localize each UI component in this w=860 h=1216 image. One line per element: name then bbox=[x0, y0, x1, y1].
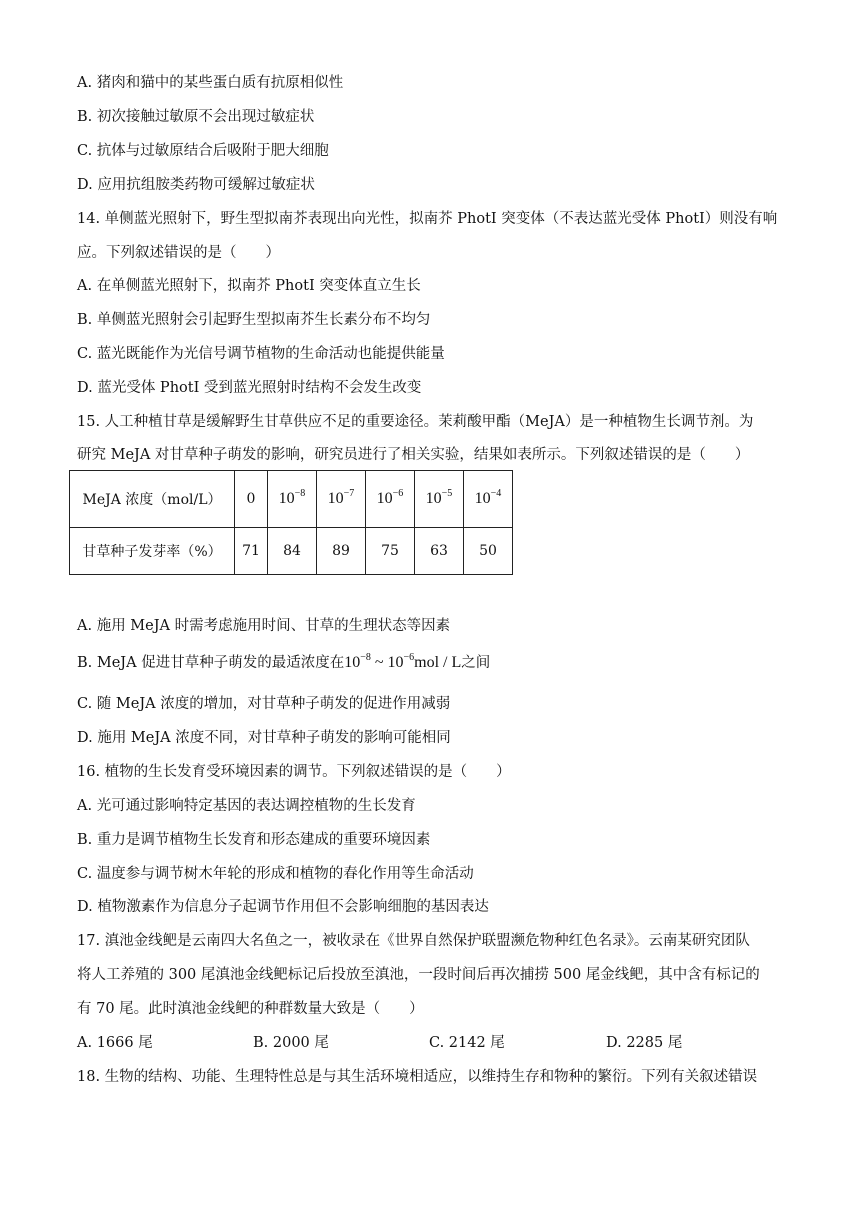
table-cell-rate: 63 bbox=[415, 528, 464, 575]
table-cell-concentration: $10^{-4}$ bbox=[464, 471, 513, 528]
q13-option-a: A. 猪肉和猫中的某些蛋白质有抗原相似性 bbox=[77, 75, 344, 91]
q15-stem-line1: 15. 人工种植甘草是缓解野生甘草供应不足的重要途径。茉莉酸甲酯（MeJA）是一种植物生长调节剂。为 bbox=[77, 414, 754, 430]
table-row-germination-rate bbox=[70, 528, 513, 575]
table-header-concentration: MeJA 浓度（mol/L） bbox=[70, 471, 235, 528]
q14-option-a: A. 在单侧蓝光照射下，拟南芥 PhotI 突变体直立生长 bbox=[77, 278, 421, 294]
q14-stem-line2: 应。下列叙述错误的是（ ） bbox=[77, 245, 280, 261]
q15-option-d: D. 施用 MeJA 浓度不同，对甘草种子萌发的影响可能相同 bbox=[77, 730, 451, 746]
q15-option-a: A. 施用 MeJA 时需考虑施用时间、甘草的生理状态等因素 bbox=[77, 618, 451, 634]
q17-option-a: A. 1666 尾 bbox=[77, 1035, 153, 1051]
q13-option-c: C. 抗体与过敏原结合后吸附于肥大细胞 bbox=[77, 143, 329, 159]
table-cell-rate: 71 bbox=[235, 528, 268, 575]
q14-option-c: C. 蓝光既能作为光信号调节植物的生命活动也能提供能量 bbox=[77, 346, 445, 362]
table-row-concentration bbox=[70, 471, 513, 528]
q17-option-b: B. 2000 尾 bbox=[253, 1035, 329, 1051]
table-cell-concentration: $10^{-7}$ bbox=[317, 471, 366, 528]
q17-stem-line1: 17. 滇池金线鲃是云南四大名鱼之一，被收录在《世界自然保护联盟濒危物种红色名录》。云南某研究团队 bbox=[77, 933, 750, 949]
q16-option-a: A. 光可通过影响特定基因的表达调控植物的生长发育 bbox=[77, 798, 416, 814]
q14-option-b: B. 单侧蓝光照射会引起野生型拟南芥生长素分布不均匀 bbox=[77, 312, 431, 328]
q15-option-b: B. MeJA 促进甘草种子萌发的最适浓度在$10^{-8}$ ~ $10^{-6}mol$ / L之间 bbox=[77, 652, 491, 671]
table-cell-rate: 75 bbox=[366, 528, 415, 575]
q13-option-d: D. 应用抗组胺类药物可缓解过敏症状 bbox=[77, 177, 315, 193]
q16-option-d: D. 植物激素作为信息分子起调节作用但不会影响细胞的基因表达 bbox=[77, 899, 489, 915]
q17-option-d: D. 2285 尾 bbox=[606, 1035, 683, 1051]
q14-option-d: D. 蓝光受体 PhotI 受到蓝光照射时结构不会发生改变 bbox=[77, 380, 422, 396]
q15-option-c: C. 随 MeJA 浓度的增加，对甘草种子萌发的促进作用减弱 bbox=[77, 696, 451, 712]
q13-option-b: B. 初次接触过敏原不会出现过敏症状 bbox=[77, 109, 315, 125]
q18-stem-line1: 18. 生物的结构、功能、生理特性总是与其生活环境相适应，以维持生存和物种的繁衍。下列有关叙述错误 bbox=[77, 1069, 758, 1085]
table-cell-concentration: 0 bbox=[235, 471, 268, 528]
q15-stem-line2: 研究 MeJA 对甘草种子萌发的影响，研究员进行了相关实验，结果如表所示。下列叙述错误的是（ ） bbox=[77, 447, 750, 463]
q16-option-b: B. 重力是调节植物生长发育和形态建成的重要环境因素 bbox=[77, 832, 431, 848]
q17-stem-line2: 将人工养殖的 300 尾滇池金线鲃标记后投放至滇池，一段时间后再次捕捞 500 尾金线鲃，其中含有标记的 bbox=[77, 967, 760, 983]
q15-data-table bbox=[69, 470, 513, 575]
q16-stem: 16. 植物的生长发育受环境因素的调节。下列叙述错误的是（ ） bbox=[77, 764, 511, 780]
table-header-germination-rate: 甘草种子发芽率（%） bbox=[70, 528, 235, 575]
q17-option-c: C. 2142 尾 bbox=[429, 1035, 505, 1051]
table-cell-concentration: $10^{-5}$ bbox=[415, 471, 464, 528]
q16-option-c: C. 温度参与调节树木年轮的形成和植物的春化作用等生命活动 bbox=[77, 866, 474, 882]
table-cell-concentration: $10^{-6}$ bbox=[366, 471, 415, 528]
q17-stem-line3: 有 70 尾。此时滇池金线鲃的种群数量大致是（ ） bbox=[77, 1001, 424, 1017]
table-cell-rate: 84 bbox=[268, 528, 317, 575]
table-cell-concentration: $10^{-8}$ bbox=[268, 471, 317, 528]
table-cell-rate: 89 bbox=[317, 528, 366, 575]
table-cell-rate: 50 bbox=[464, 528, 513, 575]
q14-stem-line1: 14. 单侧蓝光照射下，野生型拟南芥表现出向光性，拟南芥 PhotI 突变体（不表达蓝光受体 PhotI）则没有响 bbox=[77, 211, 778, 227]
